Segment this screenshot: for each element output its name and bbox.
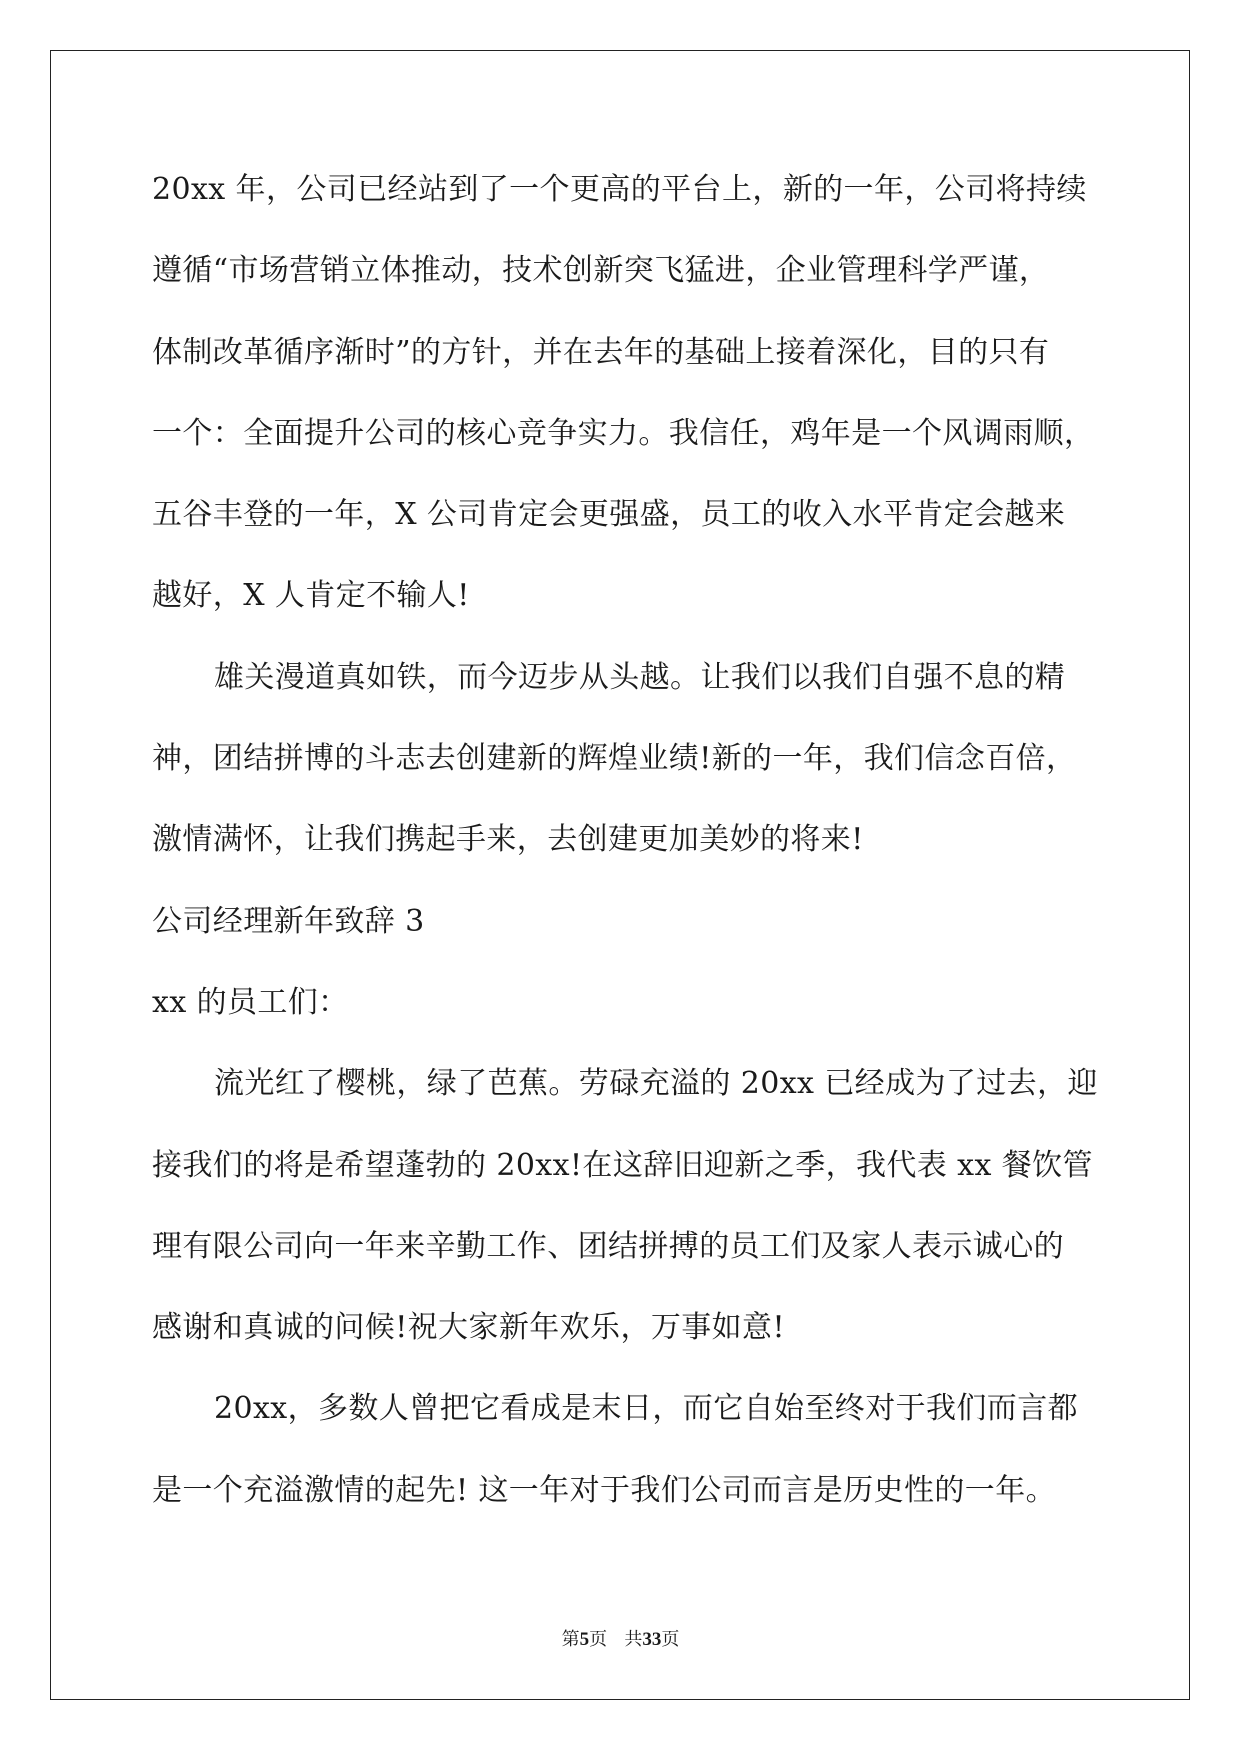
footer-total-prefix: 共 <box>624 1629 643 1650</box>
text-line: 一个：全面提升公司的核心竞争实力。我信任，鸡年是一个风调雨顺， <box>152 415 1095 451</box>
text-line: 流光红了樱桃，绿了芭蕉。劳碌充溢的 20xx 已经成为了过去，迎 <box>214 1066 1098 1102</box>
current-page-number: 5 <box>579 1629 590 1650</box>
salutation: xx 的员工们： <box>152 984 349 1020</box>
section-heading: 公司经理新年致辞 3 <box>152 903 425 939</box>
text-line: 神，团结拼博的斗志去创建新的辉煌业绩!新的一年，我们信念百倍， <box>152 741 1077 777</box>
document-body <box>152 160 1098 1542</box>
text-line: 理有限公司向一年来辛勤工作、团结拼搏的员工们及家人表示诚心的 <box>152 1228 1064 1264</box>
text-line: 越好，X 人肯定不输人! <box>152 578 470 614</box>
text-line: 是一个充溢激情的起先! 这一年对于我们公司而言是历史性的一年。 <box>152 1472 1056 1508</box>
total-page-count: 33 <box>642 1629 662 1650</box>
footer-prefix: 第 <box>561 1629 580 1650</box>
text-line: 遵循“市场营销立体推动，技术创新突飞猛进，企业管理科学严谨， <box>152 253 1050 289</box>
text-line: 接我们的将是希望蓬勃的 20xx!在这辞旧迎新之季，我代表 xx 餐饮管 <box>152 1147 1093 1183</box>
text-line: 感谢和真诚的问候!祝大家新年欢乐，万事如意! <box>152 1310 785 1346</box>
text-line: 雄关漫道真如铁，而今迈步从头越。让我们以我们自强不息的精 <box>214 659 1066 695</box>
page-footer <box>0 1628 1241 1652</box>
footer-page-suffix: 页 <box>589 1629 608 1650</box>
footer-total-suffix: 页 <box>661 1629 680 1650</box>
text-line: 五谷丰登的一年，X 公司肯定会更强盛，员工的收入水平肯定会越来 <box>152 497 1066 533</box>
text-line: 激情满怀，让我们携起手来，去创建更加美妙的将来! <box>152 822 864 858</box>
text-line: 体制改革循序渐时”的方针，并在去年的基础上接着深化，目的只有 <box>152 334 1050 370</box>
text-line: 20xx，多数人曾把它看成是末日，而它自始至终对于我们而言都 <box>214 1391 1079 1427</box>
text-line: 20xx 年，公司已经站到了一个更高的平台上，新的一年，公司将持续 <box>152 172 1087 207</box>
